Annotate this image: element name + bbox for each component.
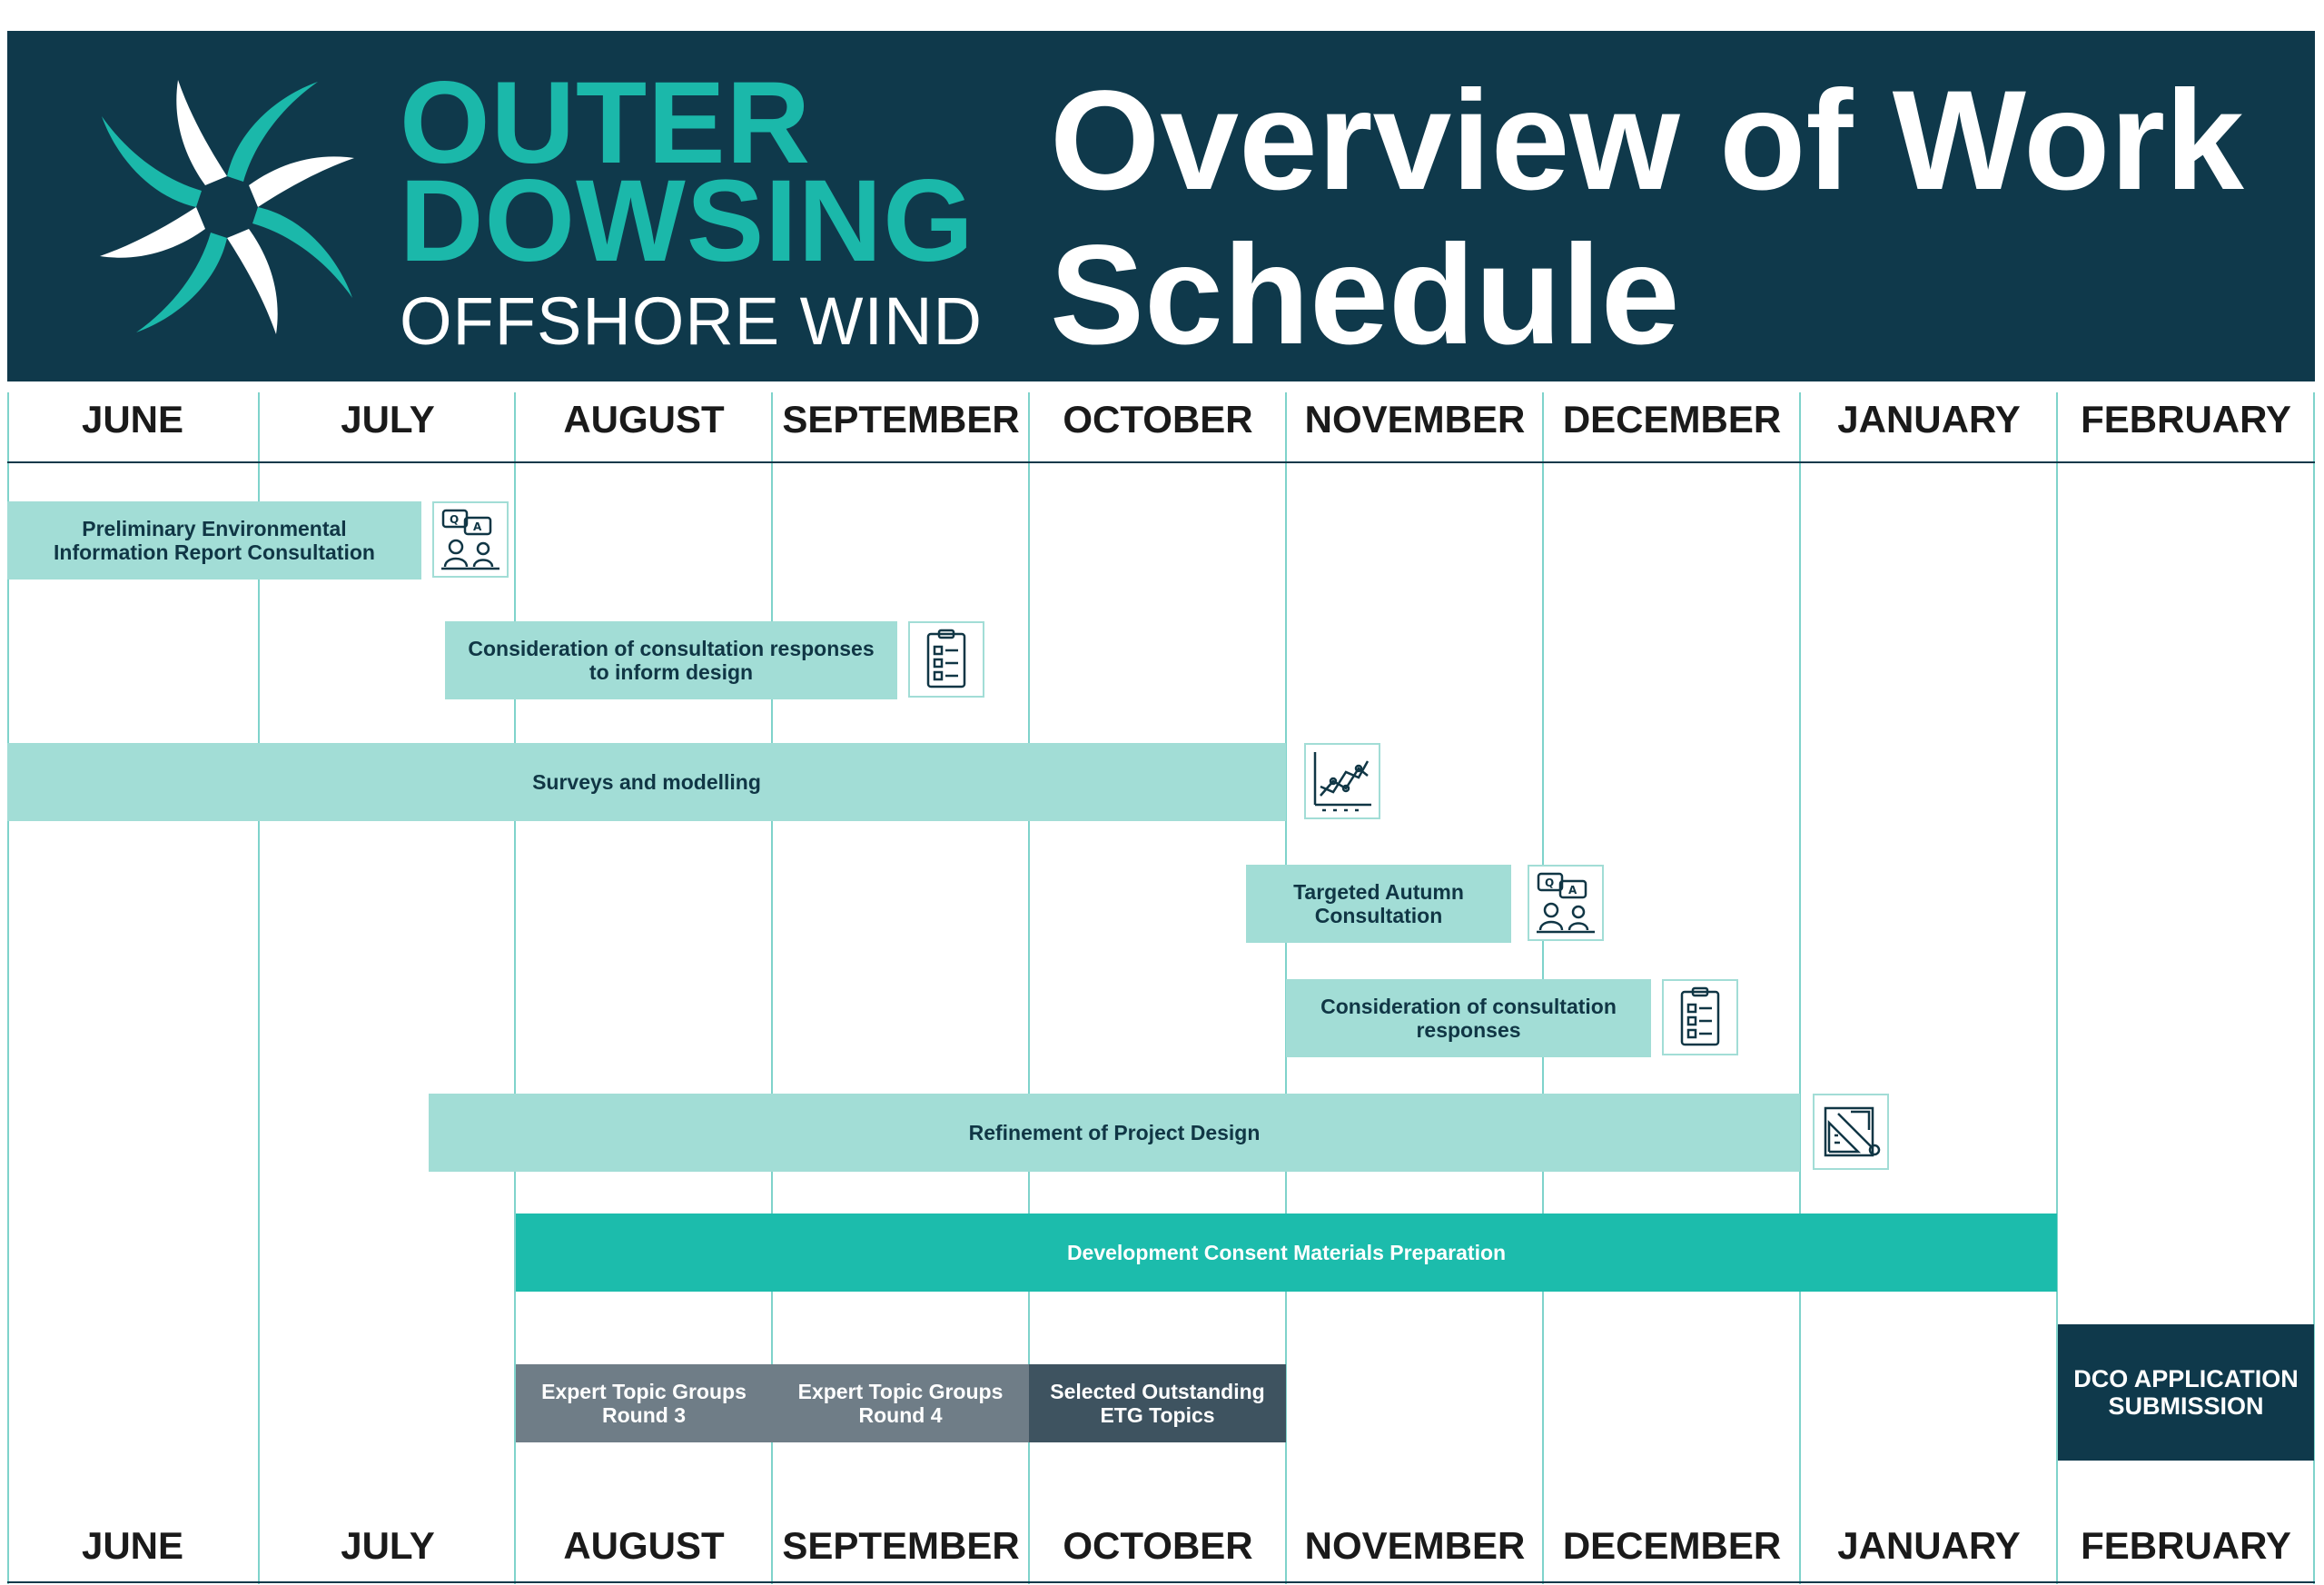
title-line-2: Schedule [1050,216,1680,374]
month-label-bottom: DECEMBER [1562,1524,1782,1567]
milestone-label: DCO APPLICATION [2073,1365,2299,1392]
month-label-top: NOVEMBER [1304,398,1526,441]
month-label-bottom: OCTOBER [1063,1524,1253,1567]
month-label-top: JUNE [81,398,184,441]
month-label-bottom: NOVEMBER [1304,1524,1526,1567]
qa-consultation-icon [432,501,509,578]
task-label: Round 4 [858,1403,943,1427]
turbine-swirl-logo-icon [91,71,363,343]
svg-text:A: A [473,520,482,533]
task-selected-outstanding-etg [1029,1364,1286,1442]
header-rule-top [7,461,2315,463]
task-label: Targeted Autumn [1293,880,1464,904]
task-label: Expert Topic Groups [541,1380,747,1403]
month-label-top: AUGUST [563,398,725,441]
logo-line-offshore-wind: OFFSHORE WIND [400,283,983,359]
month-label-bottom: JULY [341,1524,435,1567]
checklist-icon [1662,979,1738,1055]
qa-consultation-icon [1528,865,1604,941]
svg-text:Q: Q [450,513,460,526]
month-label-top: OCTOBER [1063,398,1253,441]
task-etg-round-3 [516,1364,772,1442]
checklist-icon [908,621,984,698]
design-drawing-icon [1813,1094,1889,1170]
month-label-top: JANUARY [1837,398,2021,441]
page-title [1050,64,2244,372]
task-surveys-modelling [7,743,1286,821]
month-label-top: SEPTEMBER [782,398,1020,441]
month-label-bottom: JUNE [81,1524,184,1567]
task-label: Refinement of Project Design [968,1121,1261,1144]
task-etg-round-4 [772,1364,1029,1442]
task-label: Information Report Consultation [54,540,375,564]
month-label-top: JULY [341,398,435,441]
svg-text:A: A [1568,884,1577,897]
svg-text:Q: Q [1545,877,1555,889]
month-label-top: FEBRUARY [2081,398,2291,441]
month-label-top: DECEMBER [1562,398,1782,441]
task-refinement-project-design [429,1094,1800,1172]
schedule-grid [7,392,2315,1584]
task-label: to inform design [588,660,754,684]
month-label-bottom: FEBRUARY [2081,1524,2291,1567]
task-development-consent-materials [516,1214,2057,1292]
task-targeted-autumn-consultation [1246,865,1511,943]
task-peir-consultation [7,501,421,580]
task-consideration-responses [1286,979,1651,1057]
task-label: Round 3 [602,1403,686,1427]
grid-line [1799,392,1801,1584]
task-label: Surveys and modelling [532,770,761,794]
task-label: Consideration of consultation [1320,995,1617,1018]
task-label: Selected Outstanding [1050,1380,1265,1403]
month-label-bottom: JANUARY [1837,1524,2021,1567]
task-label: Consultation [1314,904,1443,927]
logo-line-dowsing: DOWSING [400,156,974,286]
month-label-bottom: AUGUST [563,1524,725,1567]
logo-wordmark [400,58,983,360]
header-rule-bottom [7,1581,2315,1583]
task-label: Consideration of consultation responses [468,637,875,660]
month-label-bottom: SEPTEMBER [782,1524,1020,1567]
line-chart-icon [1304,743,1380,819]
task-label: Preliminary Environmental [82,517,347,540]
logo-line-outer: OUTER [400,58,811,188]
task-label: responses [1416,1018,1521,1042]
task-label: Expert Topic Groups [797,1380,1004,1403]
title-line-1: Overview of Work [1050,62,2244,220]
task-label: ETG Topics [1100,1403,1215,1427]
milestone-label: SUBMISSION [2108,1392,2264,1420]
task-label: Development Consent Materials Preparation [1066,1241,1507,1264]
task-consideration-inform-design [445,621,897,699]
milestone-dco-application-submission [2058,1324,2314,1461]
header-banner [7,31,2315,381]
